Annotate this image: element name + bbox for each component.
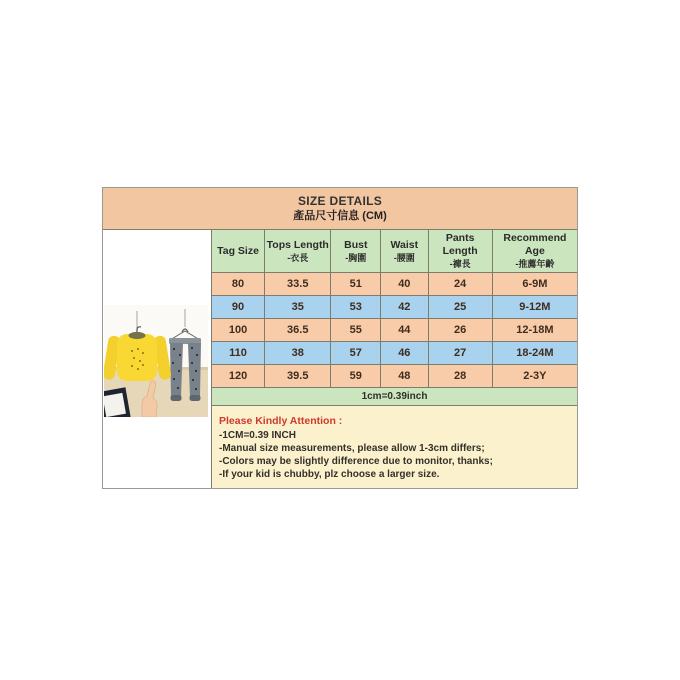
- cell: 35: [265, 296, 331, 319]
- table-row-size-90: [212, 296, 577, 319]
- cell: 100: [212, 319, 265, 342]
- size-details-subtitle: 產品尺寸信息 (CM): [293, 210, 387, 222]
- table-row-size-80: [212, 273, 577, 296]
- attention-box: [212, 406, 577, 488]
- cell: 57: [331, 342, 381, 365]
- attention-line: -If your kid is chubby, plz choose a larger size.: [219, 469, 440, 480]
- cell: 40: [381, 273, 428, 296]
- cell: 53: [331, 296, 381, 319]
- yellow-sweater: [104, 332, 172, 381]
- cell: 59: [331, 365, 381, 388]
- cell: 25: [428, 296, 492, 319]
- cell: 27: [428, 342, 492, 365]
- size-chart-panel: [102, 187, 578, 489]
- cell: 90: [212, 296, 265, 319]
- column-header-waist: Waist -腰圍: [381, 230, 428, 273]
- size-table: [212, 230, 577, 388]
- cell: 26: [428, 319, 492, 342]
- cell: 42: [381, 296, 428, 319]
- cell: 33.5: [265, 273, 331, 296]
- cell: 46: [381, 342, 428, 365]
- product-photo: [104, 305, 208, 417]
- attention-line: -Colors may be slightly difference due to monitor, thanks;: [219, 456, 493, 467]
- unit-conversion-note: 1cm=0.39inch: [212, 388, 577, 406]
- column-header-bust: Bust -胸圍: [331, 230, 381, 273]
- column-header-tops-length: Tops Length -衣長: [265, 230, 331, 273]
- cell: 48: [381, 365, 428, 388]
- size-details-header: [103, 188, 577, 230]
- cell: 51: [331, 273, 381, 296]
- cell: 110: [212, 342, 265, 365]
- cell: 55: [331, 319, 381, 342]
- table-row-size-110: [212, 342, 577, 365]
- attention-line: -Manual size measurements, please allow 1-3cm differs;: [219, 443, 485, 454]
- table-header-row: [212, 230, 577, 273]
- cell: 2-3Y: [492, 365, 577, 388]
- size-table-column: [211, 230, 577, 488]
- cell: 6-9M: [492, 273, 577, 296]
- column-header-tag-size: Tag Size: [212, 230, 265, 273]
- attention-title: Please Kindly Attention :: [219, 415, 343, 427]
- cell: 18-24M: [492, 342, 577, 365]
- cell: 120: [212, 365, 265, 388]
- cell: 28: [428, 365, 492, 388]
- product-photo-column: [103, 230, 211, 488]
- column-header-pants-length: Pants Length -褲長: [428, 230, 492, 273]
- table-row-size-120: [212, 365, 577, 388]
- cell: 80: [212, 273, 265, 296]
- size-details-title: SIZE DETAILS: [297, 194, 383, 208]
- cell: 44: [381, 319, 428, 342]
- main-area: [103, 230, 577, 488]
- cell: 38: [265, 342, 331, 365]
- cell: 12-18M: [492, 319, 577, 342]
- column-header-recommend-age: Recommend Age -推薦年齡: [492, 230, 577, 273]
- cell: 36.5: [265, 319, 331, 342]
- cell: 24: [428, 273, 492, 296]
- attention-line: -1CM=0.39 INCH: [219, 430, 296, 441]
- table-row-size-100: [212, 319, 577, 342]
- cell: 9-12M: [492, 296, 577, 319]
- cell: 39.5: [265, 365, 331, 388]
